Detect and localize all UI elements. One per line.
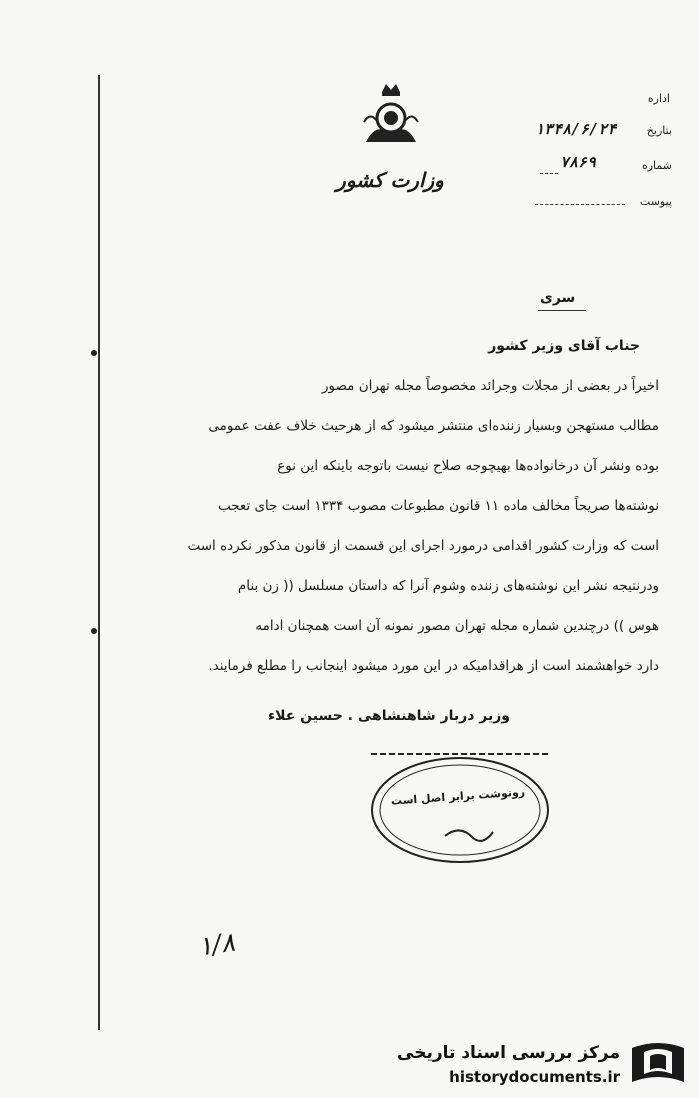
body-line: نوشته‌ها صریحاً مخالف ماده ۱۱ قانون مطبوعات مصوب ۱۳۳۴ است جای تعجب <box>217 498 659 514</box>
number-dash <box>540 172 558 174</box>
body-line: است که وزارت کشور اقدامی درمورد اجرای این قسمت از قانون مذکور نکرده است <box>187 538 659 554</box>
attachment-label: پیوست <box>639 195 672 208</box>
attachment-dash <box>535 203 625 205</box>
date-value: ۱۳۴۸/۶/۲۴ <box>535 120 617 138</box>
signature-line: وزیر دربار شاهنشاهی . حسین علاء <box>267 708 510 724</box>
ministry-title: وزارت کشور <box>336 168 444 192</box>
body-line: اخیراً در بعضی از مجلات وجرائد مخصوصاً مجله تهران مصور <box>321 378 659 394</box>
seal-text: رونوشت برابر اصل است <box>390 785 526 808</box>
body-line: هوس )) درچندین شماره مجله تهران مصور نمونه آن است همچنان ادامه <box>255 618 659 634</box>
certification-seal-icon <box>365 748 555 868</box>
punch-hole-mark <box>91 350 97 356</box>
margin-line <box>98 75 100 1030</box>
number-value: ۷۸۶۹ <box>560 153 597 171</box>
body-line: ودرنتیجه نشر این نوشته‌های زننده وشوم آنرا که داستان مسلسل (( زن بنام <box>237 578 659 594</box>
classification-label: سری <box>540 290 576 306</box>
history-documents-logo-icon <box>628 1038 688 1088</box>
addressee: جناب آقای وزیر کشور <box>488 338 640 354</box>
classification-underline <box>538 310 586 311</box>
handwritten-note: ۱/۸ <box>196 927 237 963</box>
number-label: شماره <box>641 159 672 172</box>
footer-url: historydocuments.ir <box>449 1068 620 1086</box>
footer-center-name: مرکز بررسی اسناد تاریخی <box>397 1043 620 1063</box>
punch-hole-mark <box>91 628 97 634</box>
body-line: دارد خواهشمند است از هراقدامیکه در این مورد میشود اینجانب را مطلع فرمایند. <box>208 658 659 674</box>
date-label: بتاریخ <box>646 124 672 137</box>
lion-sun-emblem-icon <box>360 82 422 152</box>
body-line: بوده ونشر آن درخانواده‌ها بهیچوجه صلاح نیست باتوجه باینکه این نوع <box>277 458 659 474</box>
office-label: اداره <box>647 92 670 105</box>
body-line: مطالب مستهجن وبسیار زننده‌ای منتشر میشود که از هرحیث خلاف عفت عمومی <box>208 418 659 434</box>
